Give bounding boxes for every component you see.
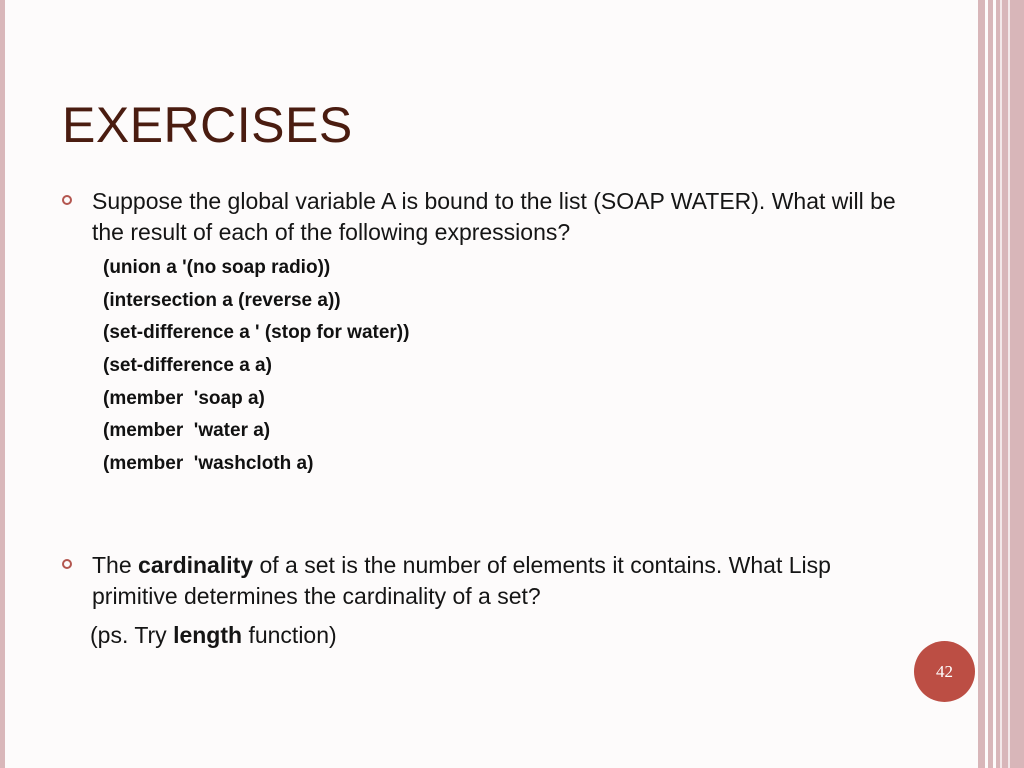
left-border-stripe	[0, 0, 5, 768]
note-post: function)	[242, 622, 337, 648]
right-border-stripe	[978, 0, 985, 768]
bullet-text	[92, 550, 922, 612]
expression-item: (member 'washcloth a)	[103, 453, 314, 475]
expression-item: (intersection a (reverse a))	[103, 289, 341, 311]
expression-list	[103, 252, 409, 481]
bullet-text: Suppose the global variable A is bound to the list (SOAP WATER). What will be the result of each of the following expressions?	[92, 188, 896, 245]
right-border-band	[996, 0, 1024, 768]
page-number-badge: 42	[914, 641, 975, 702]
expression-item: (set-difference a ' (stop for water))	[103, 322, 410, 344]
slide-title: EXERCISES	[62, 97, 353, 153]
bullet-circle-icon	[62, 559, 72, 569]
expression-item: (union a '(no soap radio))	[103, 257, 331, 278]
length-term: length	[173, 622, 243, 648]
hint-note	[90, 620, 337, 651]
note-pre: (ps. Try	[90, 622, 174, 648]
expression-item: (member 'soap a)	[103, 387, 265, 409]
expression-item: (set-difference a a)	[103, 355, 272, 377]
right-border-stripe	[988, 0, 993, 768]
bullet-text-pre: The	[92, 552, 139, 578]
cardinality-term: cardinality	[138, 552, 254, 578]
bullet-text-post: of a set is the number of elements it contains. What Lisp primitive determines the cardinality of a set?	[92, 552, 831, 609]
expression-item: (member 'water a)	[103, 420, 271, 442]
bullet-circle-icon	[62, 195, 72, 205]
